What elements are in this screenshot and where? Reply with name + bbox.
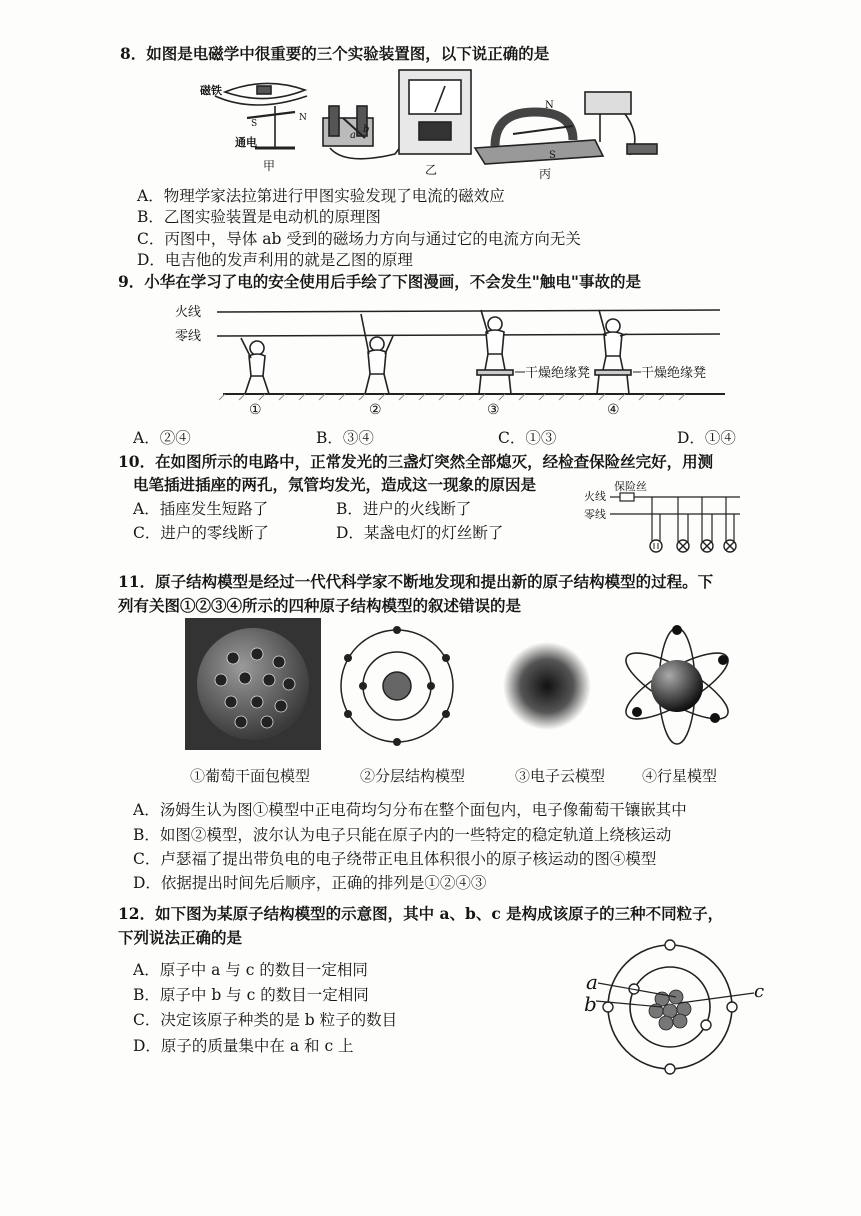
label-neutral-wire: 零线	[175, 329, 202, 344]
q8-option-d: D．电吉他的发声利用的就是乙图的原理	[137, 251, 413, 269]
q12-option-d: D．原子的质量集中在 a 和 c 上	[133, 1037, 354, 1055]
person-3	[477, 310, 513, 394]
label-jia: 甲	[263, 159, 276, 173]
label-b: b	[363, 124, 370, 135]
q12-atom-figure	[580, 935, 770, 1085]
label-stool-2: 干燥绝缘凳	[641, 366, 707, 381]
label-circuit-neutral: 零线	[584, 508, 606, 521]
label-num-4: ④	[607, 402, 620, 418]
wires	[217, 310, 725, 394]
label-s2: S	[549, 150, 556, 161]
label-num-3: ③	[487, 402, 500, 418]
q8-option-a: A．物理学家法拉第进行甲图实验发现了电流的磁效应	[137, 187, 505, 205]
electron-cloud-model	[503, 642, 591, 730]
q12-option-b: B．原子中 b 与 c 的数目一定相同	[133, 986, 369, 1004]
q11-option-b: B．如图②模型，波尔认为电子只能在原子内的一些特定的稳定轨道上绕核运动	[133, 826, 672, 844]
caption-plum-pudding: ①葡萄干面包模型	[190, 767, 311, 785]
label-circuit-live: 火线	[584, 490, 606, 503]
q9-option-c: C．①③	[498, 429, 557, 447]
induction-apparatus	[323, 70, 471, 159]
q12-option-a: A．原子中 a 与 c 的数目一定相同	[133, 961, 368, 979]
plum-pudding-model	[185, 618, 321, 750]
label-s: S	[251, 119, 258, 129]
q9-figure	[165, 296, 735, 421]
q10-circuit-figure	[580, 478, 745, 556]
label-num-2: ②	[369, 402, 382, 418]
oersted-apparatus	[215, 83, 307, 148]
q10-option-b: B．进户的火线断了	[336, 500, 472, 518]
label-particle-b: b	[584, 992, 597, 1016]
caption-shell: ②分层结构模型	[360, 767, 466, 785]
person-2	[361, 314, 393, 394]
q12-stem-line1: 12．如下图为某原子结构模型的示意图，其中 a、b、c 是构成该原子的三种不同粒子，	[118, 904, 724, 923]
lamp-icon	[724, 540, 736, 552]
shell-model	[341, 626, 453, 746]
q11-option-c: C．卢瑟福了提出带负电的电子绕带正电且体积很小的原子核运动的图④模型	[133, 850, 657, 868]
motor-apparatus	[475, 92, 657, 164]
q11-option-d: D．依据提出时间先后顺序，正确的排列是①②④③	[133, 874, 487, 892]
socket-icon	[650, 540, 662, 552]
q10-stem-line2: 电笔插进插座的两孔，氖管均发光，造成这一现象的原因是	[133, 475, 537, 494]
label-magnet: 磁铁	[200, 84, 222, 97]
q9-option-d: D．①④	[677, 429, 736, 447]
label-bing: 丙	[539, 167, 552, 181]
planetary-model	[618, 625, 736, 744]
q8-option-c: C．丙图中，导体 ab 受到的磁场力方向与通过它的电流方向无关	[137, 230, 581, 248]
q8-figure	[195, 66, 665, 184]
q10-option-c: C．进户的零线断了	[133, 524, 269, 542]
label-n: N	[299, 113, 307, 123]
label-particle-a: a	[586, 970, 598, 994]
label-stool-1: 干燥绝缘凳	[525, 366, 591, 381]
q10-option-a: A．插座发生短路了	[133, 500, 269, 518]
q9-stem: 9．小华在学习了电的安全使用后手绘了下图漫画，不会发生"触电"事故的是	[118, 272, 641, 291]
q10-option-d: D．某盏电灯的灯丝断了	[336, 524, 504, 542]
q11-option-a: A．汤姆生认为图①模型中正电荷均匀分布在整个面包内，电子像葡萄干镶嵌其中	[133, 801, 687, 819]
person-4	[595, 310, 631, 394]
label-yi: 乙	[425, 163, 438, 177]
q11-models-figure	[185, 618, 745, 758]
label-a: a	[350, 130, 356, 141]
q8-option-b: B．乙图实验装置是电动机的原理图	[137, 208, 381, 226]
label-fuse: 保险丝	[614, 480, 647, 493]
q8-stem: 8．如图是电磁学中很重要的三个实验装置图，以下说正确的是	[120, 44, 550, 63]
q9-option-a: A．②④	[133, 429, 191, 447]
caption-electron-cloud: ③电子云模型	[515, 767, 606, 785]
label-particle-c: c	[754, 981, 765, 1002]
q12-option-c: C．决定该原子种类的是 b 粒子的数目	[133, 1011, 398, 1029]
label-num-1: ①	[249, 402, 262, 418]
q12-stem-line2: 下列说法正确的是	[118, 928, 243, 947]
label-live-wire: 火线	[175, 305, 202, 320]
label-n2: N	[545, 100, 554, 111]
caption-planetary: ④行星模型	[642, 767, 718, 785]
lamp-icon	[701, 540, 713, 552]
q10-stem-line1: 10．在如图所示的电路中，正常发光的三盏灯突然全部熄灭，经检查保险丝完好，用测	[118, 452, 714, 471]
person-1	[241, 338, 269, 394]
q9-option-b: B．③④	[316, 429, 374, 447]
label-energized: 通电	[235, 136, 257, 149]
q11-stem-line2: 列有关图①②③④所示的四种原子结构模型的叙述错误的是	[118, 596, 522, 615]
q11-stem-line1: 11．原子结构模型是经过一代代科学家不断地发现和提出新的原子结构模型的过程。下	[118, 572, 714, 591]
lamp-icon	[677, 540, 689, 552]
